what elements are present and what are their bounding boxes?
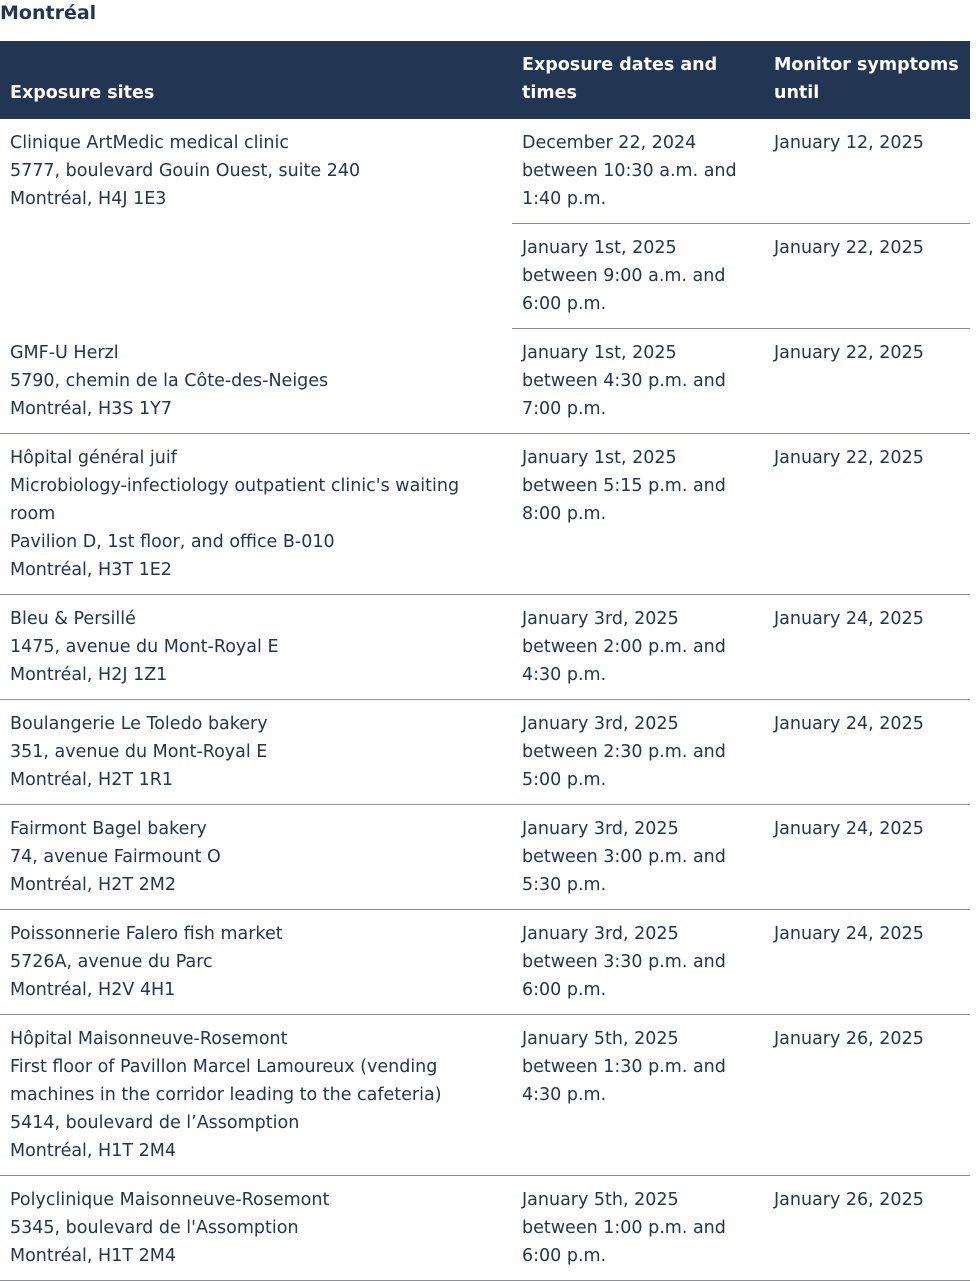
header-row <box>0 41 970 119</box>
site-detail-line: Microbiology-infectiology outpatient clinic's waiting room <box>10 476 460 524</box>
exposure-date-line: 6:00 p.m. <box>522 980 607 1000</box>
table-body <box>0 119 970 1281</box>
exposure-date-line: 5:30 p.m. <box>522 875 607 895</box>
site-detail-line: 1475, avenue du Mont-Royal E <box>10 637 279 657</box>
site-detail-line: 5777, boulevard Gouin Ouest, suite 240 <box>10 161 361 181</box>
table-row <box>0 1015 970 1176</box>
exposure-date-line: between 9:00 a.m. and <box>522 266 726 286</box>
exposure-site-cell <box>0 1176 512 1281</box>
monitor-until-cell: January 26, 2025 <box>764 1176 970 1281</box>
exposure-date-line: January 1st, 2025 <box>522 448 677 468</box>
exposure-site-cell <box>0 1015 512 1176</box>
site-detail-line: Montréal, H3T 1E2 <box>10 560 172 580</box>
table-row <box>0 700 970 805</box>
exposure-site-cell <box>0 119 512 329</box>
site-detail-line: Montréal, H2T 1R1 <box>10 770 174 790</box>
exposure-dates-cell <box>512 805 764 910</box>
site-detail-line: 5414, boulevard de l’Assomption <box>10 1113 300 1133</box>
exposure-date-line: between 10:30 a.m. and <box>522 161 737 181</box>
monitor-until-cell: January 26, 2025 <box>764 1015 970 1176</box>
table-row <box>0 329 970 434</box>
monitor-until-cell: January 24, 2025 <box>764 910 970 1015</box>
exposure-date-line: between 1:30 p.m. and <box>522 1057 726 1077</box>
exposure-dates-cell <box>512 700 764 805</box>
exposure-date-line: between 4:30 p.m. and <box>522 371 726 391</box>
site-detail-line: Montréal, H1T 2M4 <box>10 1141 176 1161</box>
site-detail-line: Montréal, H2T 2M2 <box>10 875 176 895</box>
exposure-date-line: January 1st, 2025 <box>522 238 677 258</box>
exposure-site-cell <box>0 329 512 434</box>
exposure-date-line: between 3:30 p.m. and <box>522 952 726 972</box>
exposure-site-cell <box>0 434 512 595</box>
header-exposure-sites: Exposure sites <box>0 41 512 119</box>
exposure-date-line: January 3rd, 2025 <box>522 609 679 629</box>
exposure-date-line: 1:40 p.m. <box>522 189 607 209</box>
monitor-until-cell: January 22, 2025 <box>764 329 970 434</box>
exposure-date-line: 8:00 p.m. <box>522 504 607 524</box>
site-detail-line: 5726A, avenue du Parc <box>10 952 213 972</box>
site-detail-line: First floor of Pavillon Marcel Lamoureux (vending machines in the corridor leading to the cafeteria) <box>10 1057 442 1105</box>
site-name: Clinique ArtMedic medical clinic <box>10 133 289 153</box>
monitor-until-cell: January 24, 2025 <box>764 805 970 910</box>
site-name: Bleu & Persillé <box>10 609 136 629</box>
exposure-dates-cell <box>512 1176 764 1281</box>
site-name: Boulangerie Le Toledo bakery <box>10 714 268 734</box>
exposure-date-line: January 3rd, 2025 <box>522 819 679 839</box>
table-row <box>0 910 970 1015</box>
exposure-date-line: between 2:30 p.m. and <box>522 742 726 762</box>
exposure-dates-cell <box>512 595 764 700</box>
site-detail-line: Montréal, H4J 1E3 <box>10 189 167 209</box>
exposure-date-line: 6:00 p.m. <box>522 294 607 314</box>
exposure-date-line: January 5th, 2025 <box>522 1029 679 1049</box>
site-detail-line: 5345, boulevard de l'Assomption <box>10 1218 299 1238</box>
exposure-dates-cell <box>512 434 764 595</box>
table-row <box>0 434 970 595</box>
table-row <box>0 805 970 910</box>
exposure-site-cell <box>0 910 512 1015</box>
site-name: Fairmont Bagel bakery <box>10 819 207 839</box>
exposure-date-line: 6:00 p.m. <box>522 1246 607 1266</box>
site-detail-line: Montréal, H2V 4H1 <box>10 980 176 1000</box>
table-row <box>0 1176 970 1281</box>
exposure-date-line: January 3rd, 2025 <box>522 714 679 734</box>
header-exposure-dates: Exposure dates and times <box>512 41 764 119</box>
exposure-dates-cell <box>512 119 764 224</box>
exposure-dates-cell <box>512 910 764 1015</box>
exposure-date-line: between 3:00 p.m. and <box>522 847 726 867</box>
exposure-sites-table <box>0 41 970 1281</box>
site-name: Hôpital général juif <box>10 448 177 468</box>
site-detail-line: Montréal, H1T 2M4 <box>10 1246 176 1266</box>
monitor-until-cell: January 24, 2025 <box>764 700 970 805</box>
exposure-dates-cell <box>512 1015 764 1176</box>
exposure-site-cell <box>0 700 512 805</box>
exposure-dates-cell <box>512 329 764 434</box>
exposure-site-cell <box>0 595 512 700</box>
exposure-dates-cell <box>512 224 764 329</box>
region-title: Montréal <box>0 2 97 24</box>
site-detail-line: Montréal, H2J 1Z1 <box>10 665 168 685</box>
exposure-date-line: January 1st, 2025 <box>522 343 677 363</box>
exposure-site-cell <box>0 805 512 910</box>
exposure-date-line: between 5:15 p.m. and <box>522 476 726 496</box>
exposure-date-line: between 1:00 p.m. and <box>522 1218 726 1238</box>
site-name: Polyclinique Maisonneuve-Rosemont <box>10 1190 330 1210</box>
header-monitor-until: Monitor symptoms until <box>764 41 970 119</box>
monitor-until-cell: January 24, 2025 <box>764 595 970 700</box>
site-detail-line: 5790, chemin de la Côte-des-Neiges <box>10 370 329 391</box>
exposure-date-line: between 2:00 p.m. and <box>522 637 726 657</box>
site-name: Poissonnerie Falero fish market <box>10 924 283 944</box>
monitor-until-cell: January 22, 2025 <box>764 224 970 329</box>
exposure-date-line: January 3rd, 2025 <box>522 924 679 944</box>
monitor-until-cell: January 12, 2025 <box>764 119 970 224</box>
site-name: GMF-U Herzl <box>10 342 119 363</box>
site-detail-line: Montréal, H3S 1Y7 <box>10 398 172 419</box>
site-name: Hôpital Maisonneuve-Rosemont <box>10 1029 288 1049</box>
table-row <box>0 595 970 700</box>
exposure-date-line: December 22, 2024 <box>522 133 697 153</box>
exposure-date-line: 5:00 p.m. <box>522 770 607 790</box>
exposure-date-line: 7:00 p.m. <box>522 399 607 419</box>
exposure-date-line: January 5th, 2025 <box>522 1190 679 1210</box>
exposure-date-line: 4:30 p.m. <box>522 665 607 685</box>
table-header <box>0 41 970 119</box>
site-detail-line: Pavilion D, 1st floor, and office B-010 <box>10 532 335 552</box>
monitor-until-cell: January 22, 2025 <box>764 434 970 595</box>
exposure-date-line: 4:30 p.m. <box>522 1085 607 1105</box>
table-row <box>0 119 970 224</box>
site-detail-line: 351, avenue du Mont-Royal E <box>10 742 268 762</box>
site-detail-line: 74, avenue Fairmount O <box>10 847 221 867</box>
